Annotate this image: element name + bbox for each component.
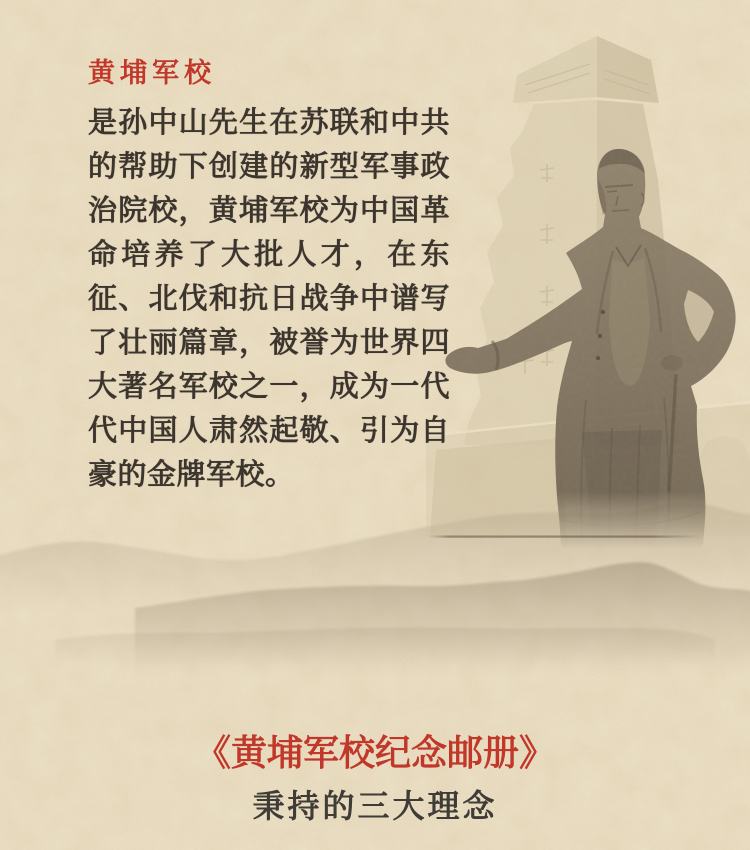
album-title: 《黄埔军校纪念邮册》: [194, 732, 555, 774]
footer-section: [0, 733, 750, 824]
intro-paragraph: 是孙中山先生在苏联和中共的帮助下创建的新型军事政治院校，黄埔军校为中国革命培养了大批人才，在东征、北伐和抗日战争中谱写了壮丽篇章，被誉为世界四大著名军校之一，成为一代代中国人肃然起敬、引为自豪的金牌军校。: [88, 105, 450, 491]
section-heading: 黄埔军校: [88, 58, 216, 89]
intro-section: [88, 58, 450, 496]
album-subtitle: 秉持的三大理念: [252, 787, 498, 825]
